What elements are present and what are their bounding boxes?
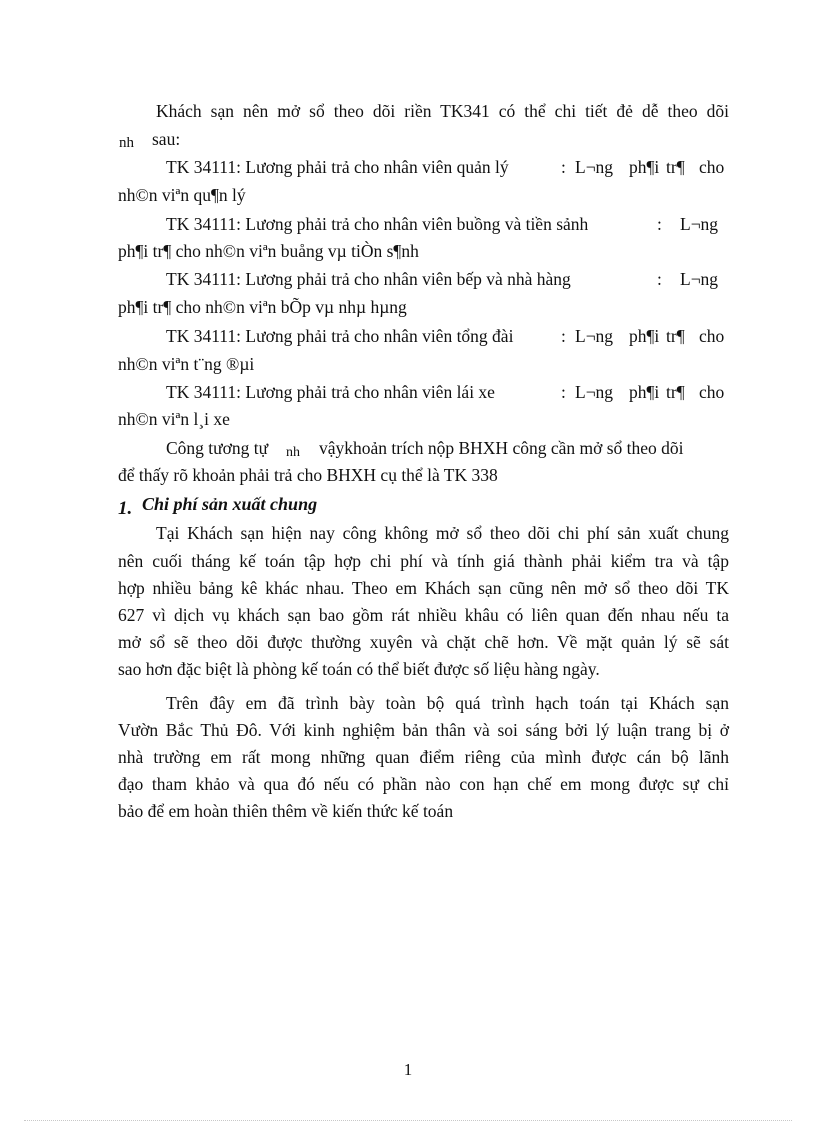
account-3-text: TK 34111: Lương phải trả cho nhân viên bếp và nhà hàng (166, 269, 571, 289)
account-1-text: TK 34111: Lương phải trả cho nhân viên quản lý (166, 157, 509, 177)
account-5-tail-2: ph¶i (629, 382, 660, 402)
bhxh-part-1: Công tương tự (166, 438, 269, 458)
account-2-tail-1: L¬ng (680, 214, 719, 234)
account-1-tail-4: cho (699, 157, 725, 177)
para1-line-2: nên cuối tháng kế toán tập hợp chi phí và tính giá thành phải kiểm tra và tập (118, 551, 729, 571)
account-4-tail-2: ph¶i (629, 326, 660, 346)
account-5-tail-4: cho (699, 382, 725, 402)
account-4-continuation: nh©n viªn t¨ng ®µi (118, 354, 255, 374)
para2-line-4: đạo tham khảo và qua đó nếu có phần nào con hạn chế em mong được sự chỉ (118, 774, 729, 794)
intro-line-2: sau: (152, 129, 181, 149)
account-4-tail-4: cho (699, 326, 725, 346)
account-2-colon: : (657, 214, 662, 234)
account-4-text: TK 34111: Lương phải trả cho nhân viên tổng đài (166, 326, 514, 346)
para2-line-5: bảo để em hoàn thiên thêm về kiến thức kế toán (118, 801, 454, 821)
bhxh-nh-fragment: nh (286, 445, 300, 460)
account-3-continuation: ph¶i tr¶ cho nh©n viªn bÕp vµ nhµ hµng (118, 297, 407, 317)
page-number: 1 (403, 1060, 413, 1079)
account-3-colon: : (657, 269, 662, 289)
para1-line-1: Tại Khách sạn hiện nay công không mở sổ theo dõi chi phí sản xuất chung (156, 523, 729, 543)
account-5-text: TK 34111: Lương phải trả cho nhân viên lái xe (166, 382, 495, 402)
para1-line-3: hợp nhiều bảng kê khác nhau. Theo em Khách sạn cũng nên mở sổ theo dõi TK (118, 578, 729, 598)
account-2-continuation: ph¶i tr¶ cho nh©n viªn buång vµ tiÒn s¶nh (118, 241, 419, 261)
para1-line-6: sao hơn đặc biệt là phòng kế toán có thể biết được số liệu hàng ngày. (118, 659, 600, 679)
account-1-tail-2: ph¶i (629, 157, 660, 177)
account-5-tail-1: L¬ng (575, 382, 614, 402)
account-5-continuation: nh©n viªn l¸i xe (118, 409, 230, 429)
intro-nh-fragment: nh (119, 135, 134, 151)
account-4-colon: : (561, 326, 566, 346)
bhxh-line-2: để thấy rõ khoản phải trả cho BHXH cụ thể là TK 338 (118, 465, 498, 485)
para1-line-4: 627 vì dịch vụ khách sạn bao gồm rát nhiều khâu có liên quan đến nhau nếu ta (118, 605, 729, 625)
para2-line-2: Vườn Bắc Thủ Đô. Với kinh nghiệm bản thân và soi sáng bởi lý luận trang bị ở (118, 720, 729, 740)
account-1-colon: : (561, 157, 566, 177)
para2-line-3: nhà trường em rất mong những quan điểm riêng của mình được cán bộ lãnh (118, 747, 729, 767)
para2-line-1: Trên đây em đã trình bày toàn bộ quá trình hạch toán tại Khách sạn (166, 693, 729, 713)
bhxh-part-2: vậykhoản trích nộp BHXH công cần mở sổ theo dõi (319, 438, 684, 458)
account-1-tail-1: L¬ng (575, 157, 614, 177)
intro-line-1: Khách sạn nên mở sổ theo dõi riền TK341 có thể chi tiết đẻ dễ theo dõi (156, 101, 729, 121)
account-1-tail-3: tr¶ (666, 157, 685, 177)
account-4-tail-1: L¬ng (575, 326, 614, 346)
account-5-tail-3: tr¶ (666, 382, 685, 402)
account-4-tail-3: tr¶ (666, 326, 685, 346)
section-number: 1. (118, 498, 133, 519)
account-5-colon: : (561, 382, 566, 402)
page-bottom-divider (24, 1120, 792, 1121)
account-1-continuation: nh©n viªn qu¶n lý (118, 185, 246, 205)
para1-line-5: mở sổ sẽ theo dõi được thường xuyên và chặt chẽ hơn. Về mặt quản lý sẽ sát (118, 632, 729, 652)
section-title: Chi phí sản xuất chung (142, 494, 318, 514)
account-3-tail-1: L¬ng (680, 269, 719, 289)
account-2-text: TK 34111: Lương phải trả cho nhân viên buồng và tiền sảnh (166, 214, 589, 234)
